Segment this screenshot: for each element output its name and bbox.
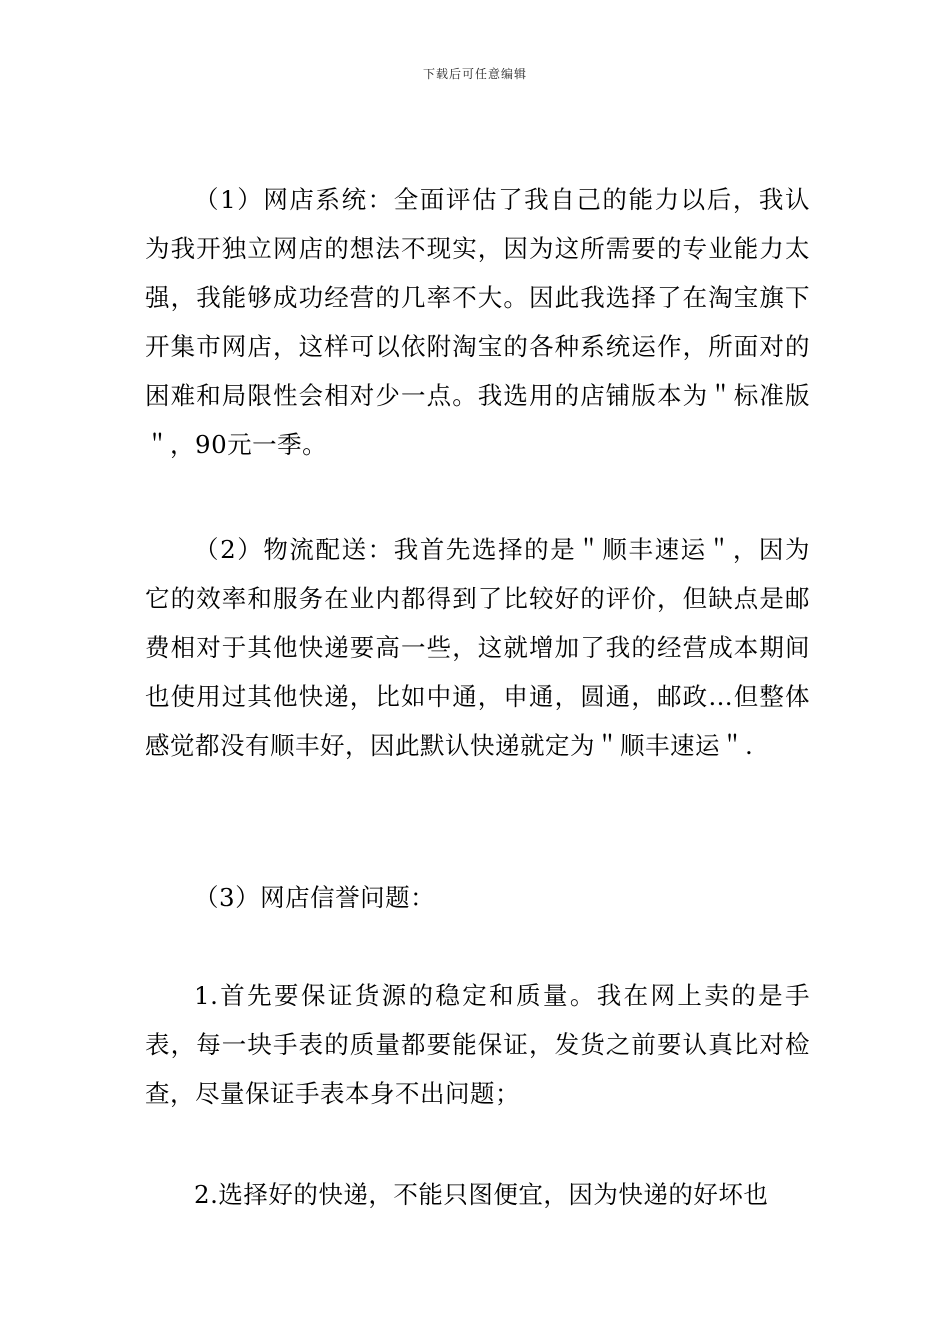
paragraph-credit-item-2: 2.选择好的快递，不能只图便宜，因为快递的好坏也	[194, 1180, 769, 1209]
header-note: 下载后可任意编辑	[422, 67, 527, 81]
paragraph-credit-item-1: 1.首先要保证货源的稳定和质量。我在网上卖的是手表，每一块手表的质量都要能保证，发货之前要认真比对检查，尽量保证手表本身不出问题；	[145, 981, 810, 1108]
paragraph-logistics: （2）物流配送：我首先选择的是＂顺丰速运＂，因为它的效率和服务在业内都得到了比较好的评价，但缺点是邮费相对于其他快递要高一些，这就增加了我的经营成本期间也使用过其他快递，比如中通，申通，圆通，邮政…但整体感觉都没有顺丰好，因此默认快递就定为＂顺丰速运＂.	[145, 535, 810, 760]
paragraph-online-store-system: （1）网店系统：全面评估了我自己的能力以后，我认为我开独立网店的想法不现实，因为这所需要的专业能力太强，我能够成功经营的几率不大。因此我选择了在淘宝旗下开集市网店，这样可以依附淘宝的各种系统运作，所面对的困难和局限性会相对少一点。我选用的店铺版本为＂标准版＂，90元一季。	[145, 185, 810, 459]
paragraph-credit-heading: （3）网店信誉问题：	[194, 883, 436, 912]
